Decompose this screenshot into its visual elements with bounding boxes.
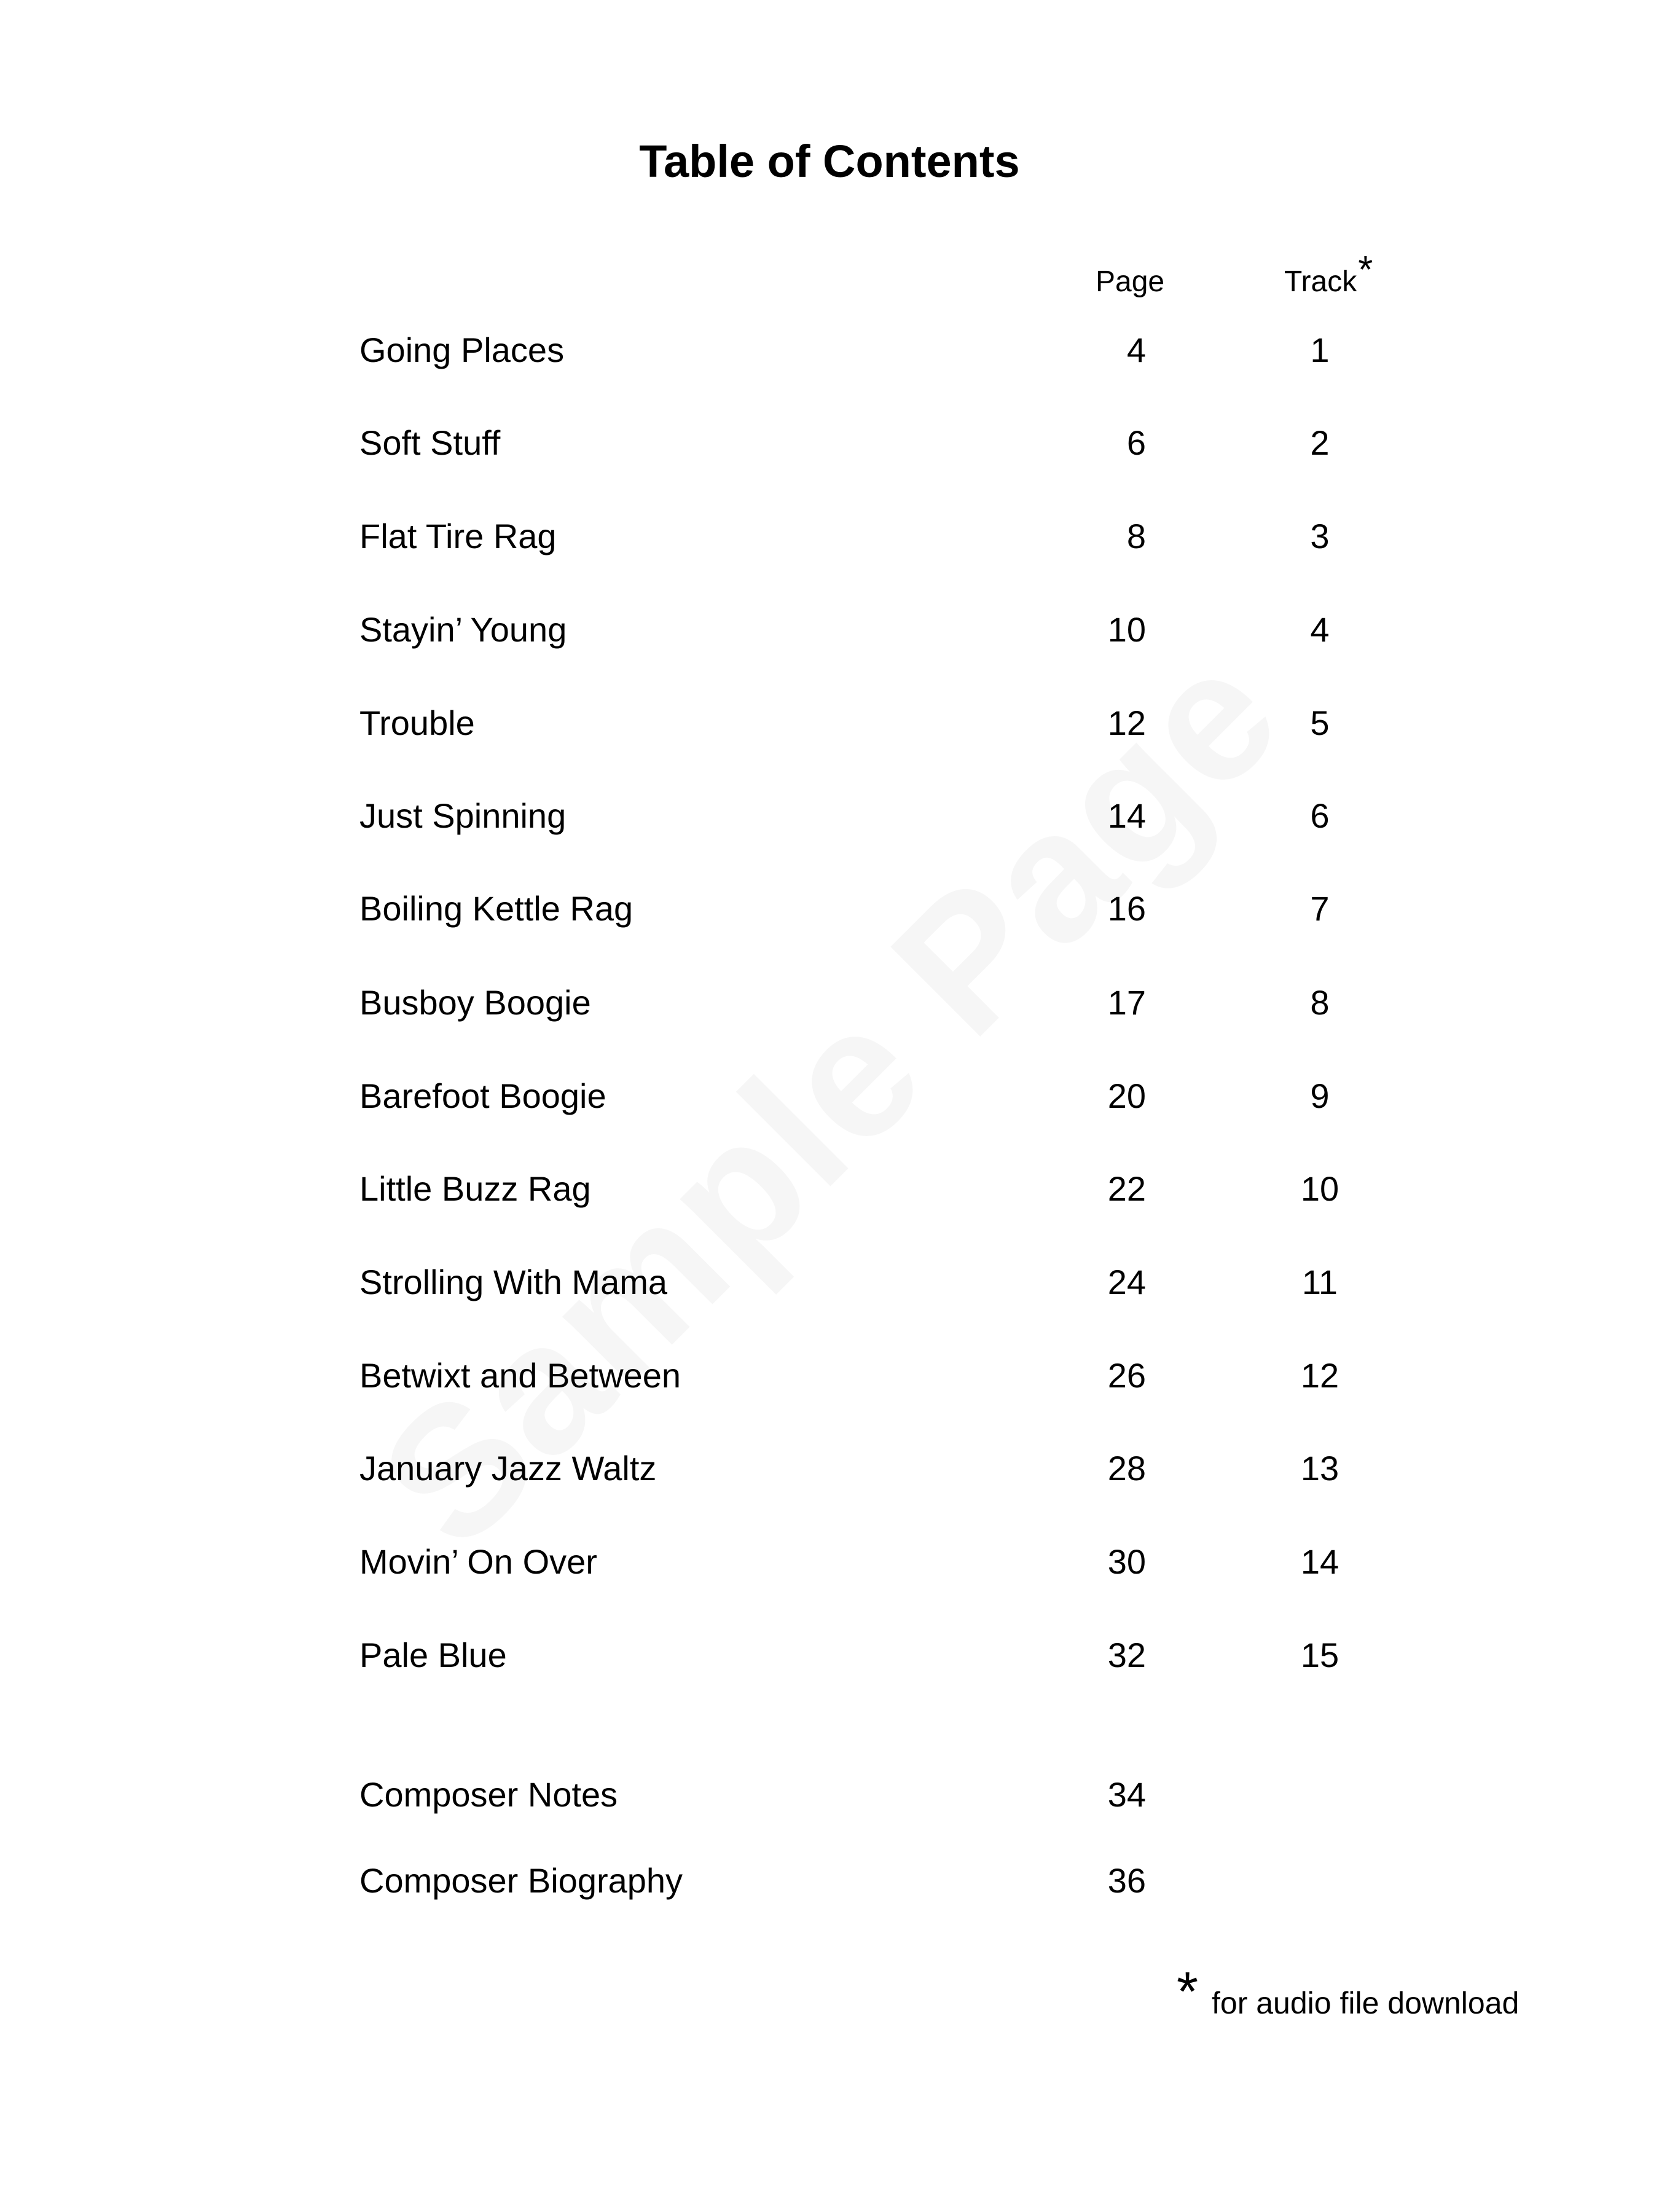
entry-title: Boiling Kettle Rag (359, 889, 633, 928)
entry-title: Trouble (359, 704, 475, 742)
entry-track-number: 9 (1310, 1077, 1330, 1115)
entry-track-number: 11 (1301, 1263, 1338, 1301)
contents-entry (0, 329, 1659, 372)
entry-page-number: 10 (1107, 610, 1146, 649)
entry-track-number: 12 (1300, 1356, 1339, 1395)
entry-track-number: 13 (1300, 1449, 1339, 1488)
entry-track-number: 1 (1310, 331, 1330, 369)
entry-track-number: 6 (1310, 796, 1330, 835)
entry-title: Busboy Boogie (359, 983, 591, 1022)
entry-title: Pale Blue (359, 1636, 507, 1674)
footnote-marker: * (1177, 1961, 1199, 2023)
contents-entry (0, 515, 1659, 558)
contents-entry (0, 702, 1659, 745)
entry-track-number: 14 (1300, 1542, 1339, 1581)
entry-page-number: 20 (1107, 1077, 1146, 1115)
entry-track-number: 10 (1300, 1169, 1339, 1208)
contents-entry (0, 887, 1659, 930)
entry-track-number: 15 (1300, 1636, 1339, 1674)
entry-track-number: 7 (1310, 889, 1330, 928)
contents-entry (0, 608, 1659, 651)
entry-title: Soft Stuff (359, 423, 501, 462)
entry-page-number: 30 (1107, 1542, 1146, 1581)
contents-entry (0, 422, 1659, 465)
contents-entry (0, 1859, 1659, 1902)
entry-track-number: 3 (1310, 517, 1330, 555)
entry-track-number: 5 (1310, 704, 1330, 742)
entry-track-number: 4 (1310, 610, 1330, 649)
track-column-label: Track (1284, 265, 1357, 298)
page-column-label: Page (1096, 265, 1165, 298)
track-footnote-marker: * (1358, 249, 1373, 291)
contents-entry (0, 794, 1659, 837)
entry-page-number: 34 (1107, 1775, 1146, 1814)
entry-track-number: 2 (1310, 423, 1330, 462)
entry-page-number: 14 (1107, 796, 1146, 835)
entry-page-number: 8 (1126, 517, 1146, 555)
entry-page-number: 12 (1107, 704, 1146, 742)
entry-track-number: 8 (1310, 983, 1330, 1022)
entry-title: Flat Tire Rag (359, 517, 557, 555)
contents-entry (0, 1447, 1659, 1490)
entry-title: Movin’ On Over (359, 1542, 597, 1581)
entry-title: Just Spinning (359, 796, 567, 835)
entry-page-number: 16 (1107, 889, 1146, 928)
entry-page-number: 24 (1107, 1263, 1146, 1301)
entry-title: January Jazz Waltz (359, 1449, 657, 1488)
contents-entry (0, 1354, 1659, 1397)
entry-title: Strolling With Mama (359, 1263, 668, 1301)
contents-entry (0, 1261, 1659, 1304)
contents-entry (0, 1634, 1659, 1677)
entry-page-number: 6 (1126, 423, 1146, 462)
entry-title: Composer Biography (359, 1861, 683, 1900)
entry-title: Composer Notes (359, 1775, 618, 1814)
entry-title: Barefoot Boogie (359, 1077, 606, 1115)
entry-title: Going Places (359, 331, 565, 369)
entry-page-number: 17 (1107, 983, 1146, 1022)
entry-page-number: 26 (1107, 1356, 1146, 1395)
contents-entry (0, 981, 1659, 1024)
contents-entry (0, 1075, 1659, 1118)
entry-title: Stayin’ Young (359, 610, 567, 649)
contents-entry (0, 1773, 1659, 1816)
page-title: Table of Contents (639, 136, 1020, 187)
footnote-text: for audio file download (1212, 1986, 1520, 2020)
entry-title: Little Buzz Rag (359, 1169, 591, 1208)
entry-page-number: 4 (1126, 331, 1146, 369)
entry-title: Betwixt and Between (359, 1356, 681, 1395)
entry-page-number: 22 (1107, 1169, 1146, 1208)
entry-page-number: 32 (1107, 1636, 1146, 1674)
contents-entry (0, 1167, 1659, 1210)
contents-entry (0, 1540, 1659, 1583)
entry-page-number: 28 (1107, 1449, 1146, 1488)
entry-page-number: 36 (1107, 1861, 1146, 1900)
